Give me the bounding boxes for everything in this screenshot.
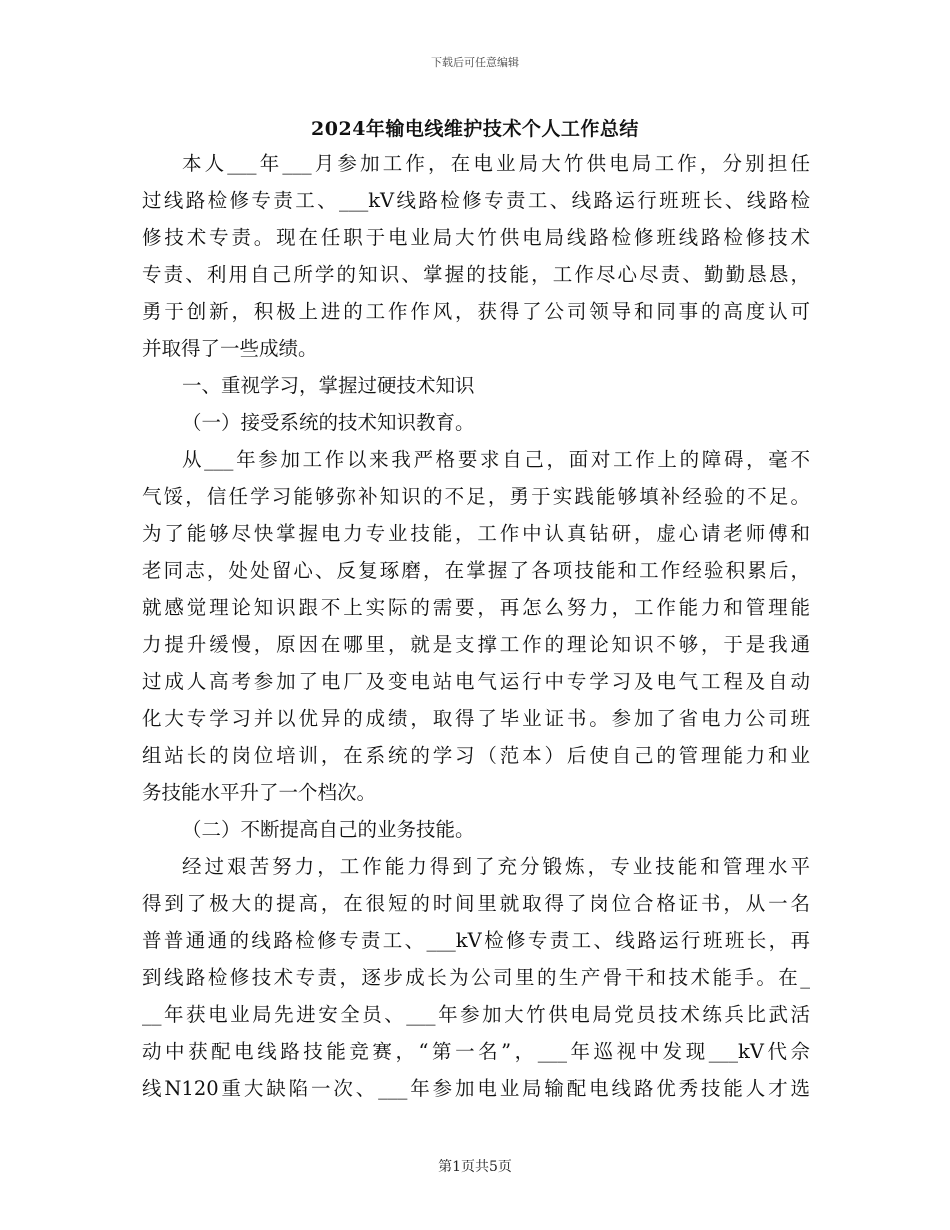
text-line: 本人___年___月参加工作，在电业局大竹供电局工作，分别担任 bbox=[182, 152, 810, 175]
subsection-heading: （二）不断提高自己的业务技能。 bbox=[182, 818, 475, 841]
text-line: 勇于创新，积极上进的工作作风，获得了公司领导和同事的高度认可 bbox=[142, 300, 810, 323]
text-line: 经过艰苦努力，工作能力得到了充分锻炼，专业技能和管理水平 bbox=[182, 855, 810, 878]
text-line: 动中获配电线路技能竞赛，“第一名”，___年巡视中发现___kV代佘 bbox=[142, 1040, 810, 1063]
text-line: 得到了极大的提高，在很短的时间里就取得了岗位合格证书，从一名 bbox=[142, 892, 810, 915]
text-line: 到线路检修技术专责，逐步成长为公司里的生产骨干和技术能手。在_ bbox=[142, 966, 810, 989]
text-line: 专责、利用自己所学的知识、掌握的技能，工作尽心尽责、勤勤恳恳， bbox=[142, 263, 810, 286]
text-line: 普普通通的线路检修专责工、___kV检修专责工、线路运行班班长，再 bbox=[142, 929, 810, 952]
section-heading: 一、重视学习，掌握过硬技术知识 bbox=[182, 374, 475, 397]
text-line: 过成人高考参加了电厂及变电站电气运行中专学习及电气工程及自动 bbox=[142, 670, 810, 693]
subsection-heading: （一）接受系统的技术知识教育。 bbox=[182, 411, 475, 434]
text-line: __年获电业局先进安全员、___年参加大竹供电局党员技术练兵比武活 bbox=[142, 1003, 810, 1026]
text-line: 就感觉理论知识跟不上实际的需要，再怎么努力，工作能力和管理能 bbox=[142, 596, 810, 619]
text-line: 力提升缓慢，原因在哪里，就是支撑工作的理论知识不够，于是我通 bbox=[142, 633, 810, 656]
text-line: 修技术专责。现在任职于电业局大竹供电局线路检修班线路检修技术 bbox=[142, 226, 810, 249]
text-line: 并取得了一些成绩。 bbox=[142, 337, 318, 360]
text-line: 务技能水平升了一个档次。 bbox=[142, 781, 377, 804]
page-number: 第1页共5页 bbox=[438, 1159, 512, 1175]
text-line: 从___年参加工作以来我严格要求自己，面对工作上的障碍，毫不 bbox=[182, 448, 810, 471]
document-body bbox=[142, 145, 810, 1107]
document-title: 2024年输电线维护技术个人工作总结 bbox=[311, 118, 639, 140]
text-line: 线N120重大缺陷一次、___年参加电业局输配电线路优秀技能人才选 bbox=[142, 1077, 810, 1100]
text-line: 老同志，处处留心、反复琢磨，在掌握了各项技能和工作经验积累后， bbox=[142, 559, 810, 582]
header-note: 下载后可任意编辑 bbox=[431, 56, 519, 69]
text-line: 气馁，信任学习能够弥补知识的不足，勇于实践能够填补经验的不足。 bbox=[142, 485, 810, 508]
text-line: 化大专学习并以优异的成绩，取得了毕业证书。参加了省电力公司班 bbox=[142, 707, 810, 730]
text-line: 组站长的岗位培训，在系统的学习（范本）后使自己的管理能力和业 bbox=[142, 744, 810, 767]
text-line: 过线路检修专责工、___kV线路检修专责工、线路运行班班长、线路检 bbox=[142, 189, 810, 212]
text-line: 为了能够尽快掌握电力专业技能，工作中认真钻研，虚心请老师傅和 bbox=[142, 522, 810, 545]
